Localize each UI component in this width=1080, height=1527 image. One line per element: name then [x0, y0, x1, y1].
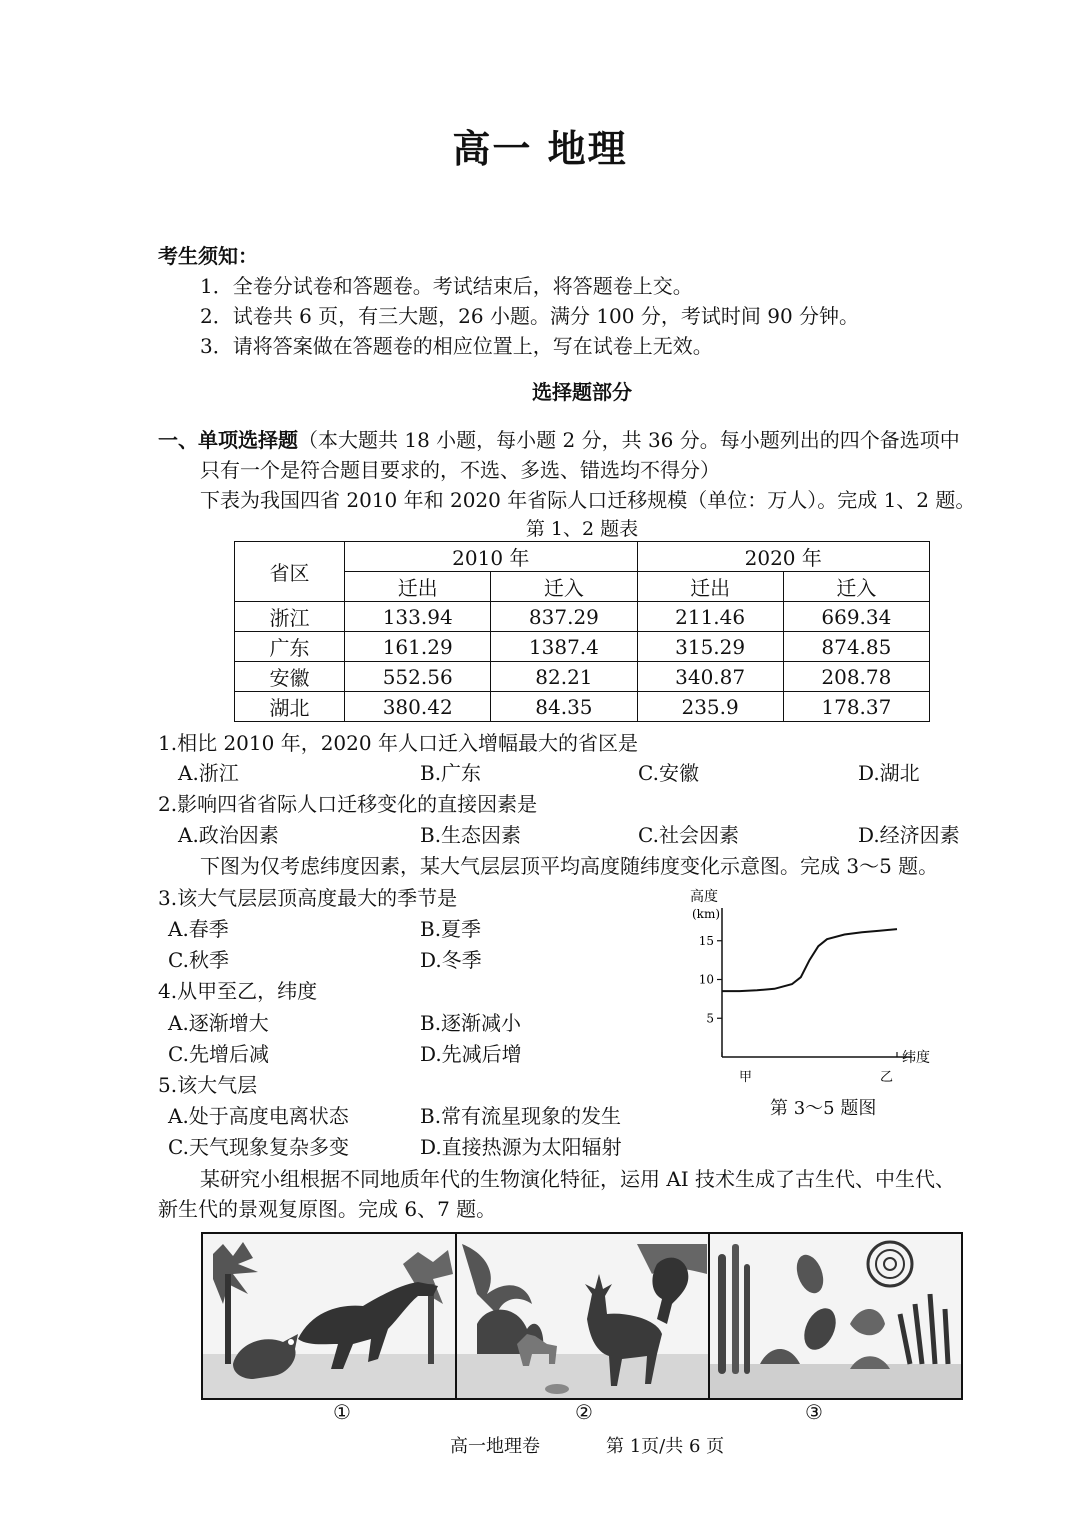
panel-mesozoic-scene — [203, 1234, 457, 1398]
x-axis-label: 纬度 — [902, 1050, 930, 1066]
table-cell: 874.85 — [783, 632, 929, 662]
table-cell-province: 浙江 — [235, 602, 345, 632]
q1-option-d[interactable]: D.湖北 — [858, 761, 920, 785]
table-cell: 82.21 — [491, 662, 637, 692]
notice-heading: 考生须知： — [158, 244, 258, 268]
mammal-illustration — [457, 1234, 708, 1398]
panel-label: ① — [333, 1400, 351, 1424]
table-subheader: 迁出 — [637, 572, 783, 602]
q4-option-d[interactable]: D.先减后增 — [420, 1042, 522, 1066]
table-cell: 208.78 — [783, 662, 929, 692]
marine-illustration — [710, 1234, 961, 1398]
q5-option-d[interactable]: D.直接热源为太阳辐射 — [420, 1135, 622, 1159]
table-cell: 552.56 — [345, 662, 491, 692]
table-caption: 第 1、2 题表 — [525, 518, 639, 540]
section-title: 选择题部分 — [532, 380, 632, 404]
y-axis-unit: (km) — [692, 907, 721, 921]
question-stem: 5.该大气层 — [158, 1073, 258, 1097]
q1-option-a[interactable]: A.浙江 — [178, 761, 239, 785]
table-cell: 315.29 — [637, 632, 783, 662]
table-cell: 669.34 — [783, 602, 929, 632]
table-cell: 84.35 — [491, 692, 637, 722]
notice-item: 2．试卷共 6 页，有三大题，26 小题。满分 100 分，考试时间 90 分钟。 — [200, 304, 860, 328]
table-row — [235, 692, 930, 722]
table-subheader: 迁入 — [491, 572, 637, 602]
panel-paleozoic-scene — [710, 1234, 961, 1398]
table-cell: 380.42 — [345, 692, 491, 722]
landscape-figure — [201, 1232, 963, 1400]
intro-q6-7-line2: 新生代的景观复原图。完成 6、7 题。 — [158, 1197, 497, 1221]
table-cell: 1387.4 — [491, 632, 637, 662]
page-title: 高一 地理 — [452, 126, 628, 171]
question-stem: 2.影响四省省际人口迁移变化的直接因素是 — [158, 792, 538, 816]
table-cell: 340.87 — [637, 662, 783, 692]
altitude-latitude-chart — [680, 880, 950, 1090]
table-cell: 837.29 — [491, 602, 637, 632]
part1-desc-line2: 只有一个是符合题目要求的，不选、多选、错选均不得分） — [200, 458, 720, 482]
part1-desc: （本大题共 18 小题，每小题 2 分，共 36 分。每小题列出的四个备选项中 — [298, 428, 960, 452]
panel-label: ③ — [805, 1400, 823, 1424]
table-cell-province: 湖北 — [235, 692, 345, 722]
table-row — [235, 632, 930, 662]
x-tick-label: 甲 — [739, 1070, 753, 1085]
part1-heading-line — [158, 424, 960, 453]
y-axis-label: 高度 — [690, 889, 718, 905]
part1-heading: 一、单项选择题 — [158, 428, 298, 452]
table-intro: 下表为我国四省 2010 年和 2020 年省际人口迁移规模（单位：万人）。完成 1、2 题。 — [200, 488, 976, 512]
q5-option-a[interactable]: A.处于高度电离状态 — [168, 1104, 349, 1128]
q3-option-d[interactable]: D.冬季 — [420, 948, 482, 972]
intro-q6-7-line1: 某研究小组根据不同地质年代的生物演化特征，运用 AI 技术生成了古生代、中生代、 — [200, 1167, 956, 1191]
q2-option-d[interactable]: D.经济因素 — [858, 823, 960, 847]
q4-option-b[interactable]: B.逐渐减小 — [420, 1011, 522, 1035]
table-year-header: 2020 年 — [637, 542, 929, 572]
table-cell-province: 广东 — [235, 632, 345, 662]
q3-option-a[interactable]: A.春季 — [168, 917, 229, 941]
q2-option-a[interactable]: A.政治因素 — [178, 823, 279, 847]
q4-option-a[interactable]: A.逐渐增大 — [168, 1011, 269, 1035]
table-cell-province: 安徽 — [235, 662, 345, 692]
q4-option-c[interactable]: C.先增后减 — [168, 1042, 269, 1066]
q5-option-b[interactable]: B.常有流星现象的发生 — [420, 1104, 622, 1128]
table-subheader: 迁出 — [345, 572, 491, 602]
question-stem: 3.该大气层层顶高度最大的季节是 — [158, 886, 458, 910]
table-cell: 211.46 — [637, 602, 783, 632]
x-tick-label: 乙 — [880, 1070, 894, 1085]
question-stem: 4.从甲至乙，纬度 — [158, 979, 318, 1003]
q3-option-c[interactable]: C.秋季 — [168, 948, 229, 972]
notice-item: 3．请将答案做在答题卷的相应位置上，写在试卷上无效。 — [200, 334, 713, 358]
question-stem: 1.相比 2010 年，2020 年人口迁入增幅最大的省区是 — [158, 731, 638, 755]
q1-option-b[interactable]: B.广东 — [420, 761, 482, 785]
page-number: 第 1页/共 6 页 — [606, 1436, 725, 1457]
table-corner: 省区 — [235, 542, 345, 602]
table-cell: 178.37 — [783, 692, 929, 722]
series-line — [722, 929, 897, 991]
q3-option-b[interactable]: B.夏季 — [420, 917, 482, 941]
table-year-header: 2010 年 — [345, 542, 637, 572]
dinosaur-illustration — [203, 1234, 455, 1398]
q5-option-c[interactable]: C.天气现象复杂多变 — [168, 1135, 349, 1159]
y-tick-label: 15 — [698, 933, 714, 948]
q2-option-c[interactable]: C.社会因素 — [638, 823, 739, 847]
q1-option-c[interactable]: C.安徽 — [638, 761, 699, 785]
y-tick-label: 5 — [706, 1011, 714, 1026]
migration-table — [234, 541, 930, 722]
table-subheader: 迁入 — [783, 572, 929, 602]
y-tick-label: 10 — [698, 972, 714, 987]
table-cell: 235.9 — [637, 692, 783, 722]
footer-title: 高一地理卷 — [450, 1436, 540, 1457]
table-row — [235, 602, 930, 632]
panel-cenozoic-scene — [457, 1234, 710, 1398]
chart-caption: 第 3～5 题图 — [770, 1098, 877, 1119]
q2-option-b[interactable]: B.生态因素 — [420, 823, 522, 847]
table-cell: 161.29 — [345, 632, 491, 662]
table-cell: 133.94 — [345, 602, 491, 632]
notice-item: 1．全卷分试卷和答题卷。考试结束后，将答题卷上交。 — [200, 274, 693, 298]
intro-q3-5: 下图为仅考虑纬度因素，某大气层层顶平均高度随纬度变化示意图。完成 3～5 题。 — [200, 854, 939, 878]
panel-label: ② — [575, 1400, 593, 1424]
table-row — [235, 662, 930, 692]
